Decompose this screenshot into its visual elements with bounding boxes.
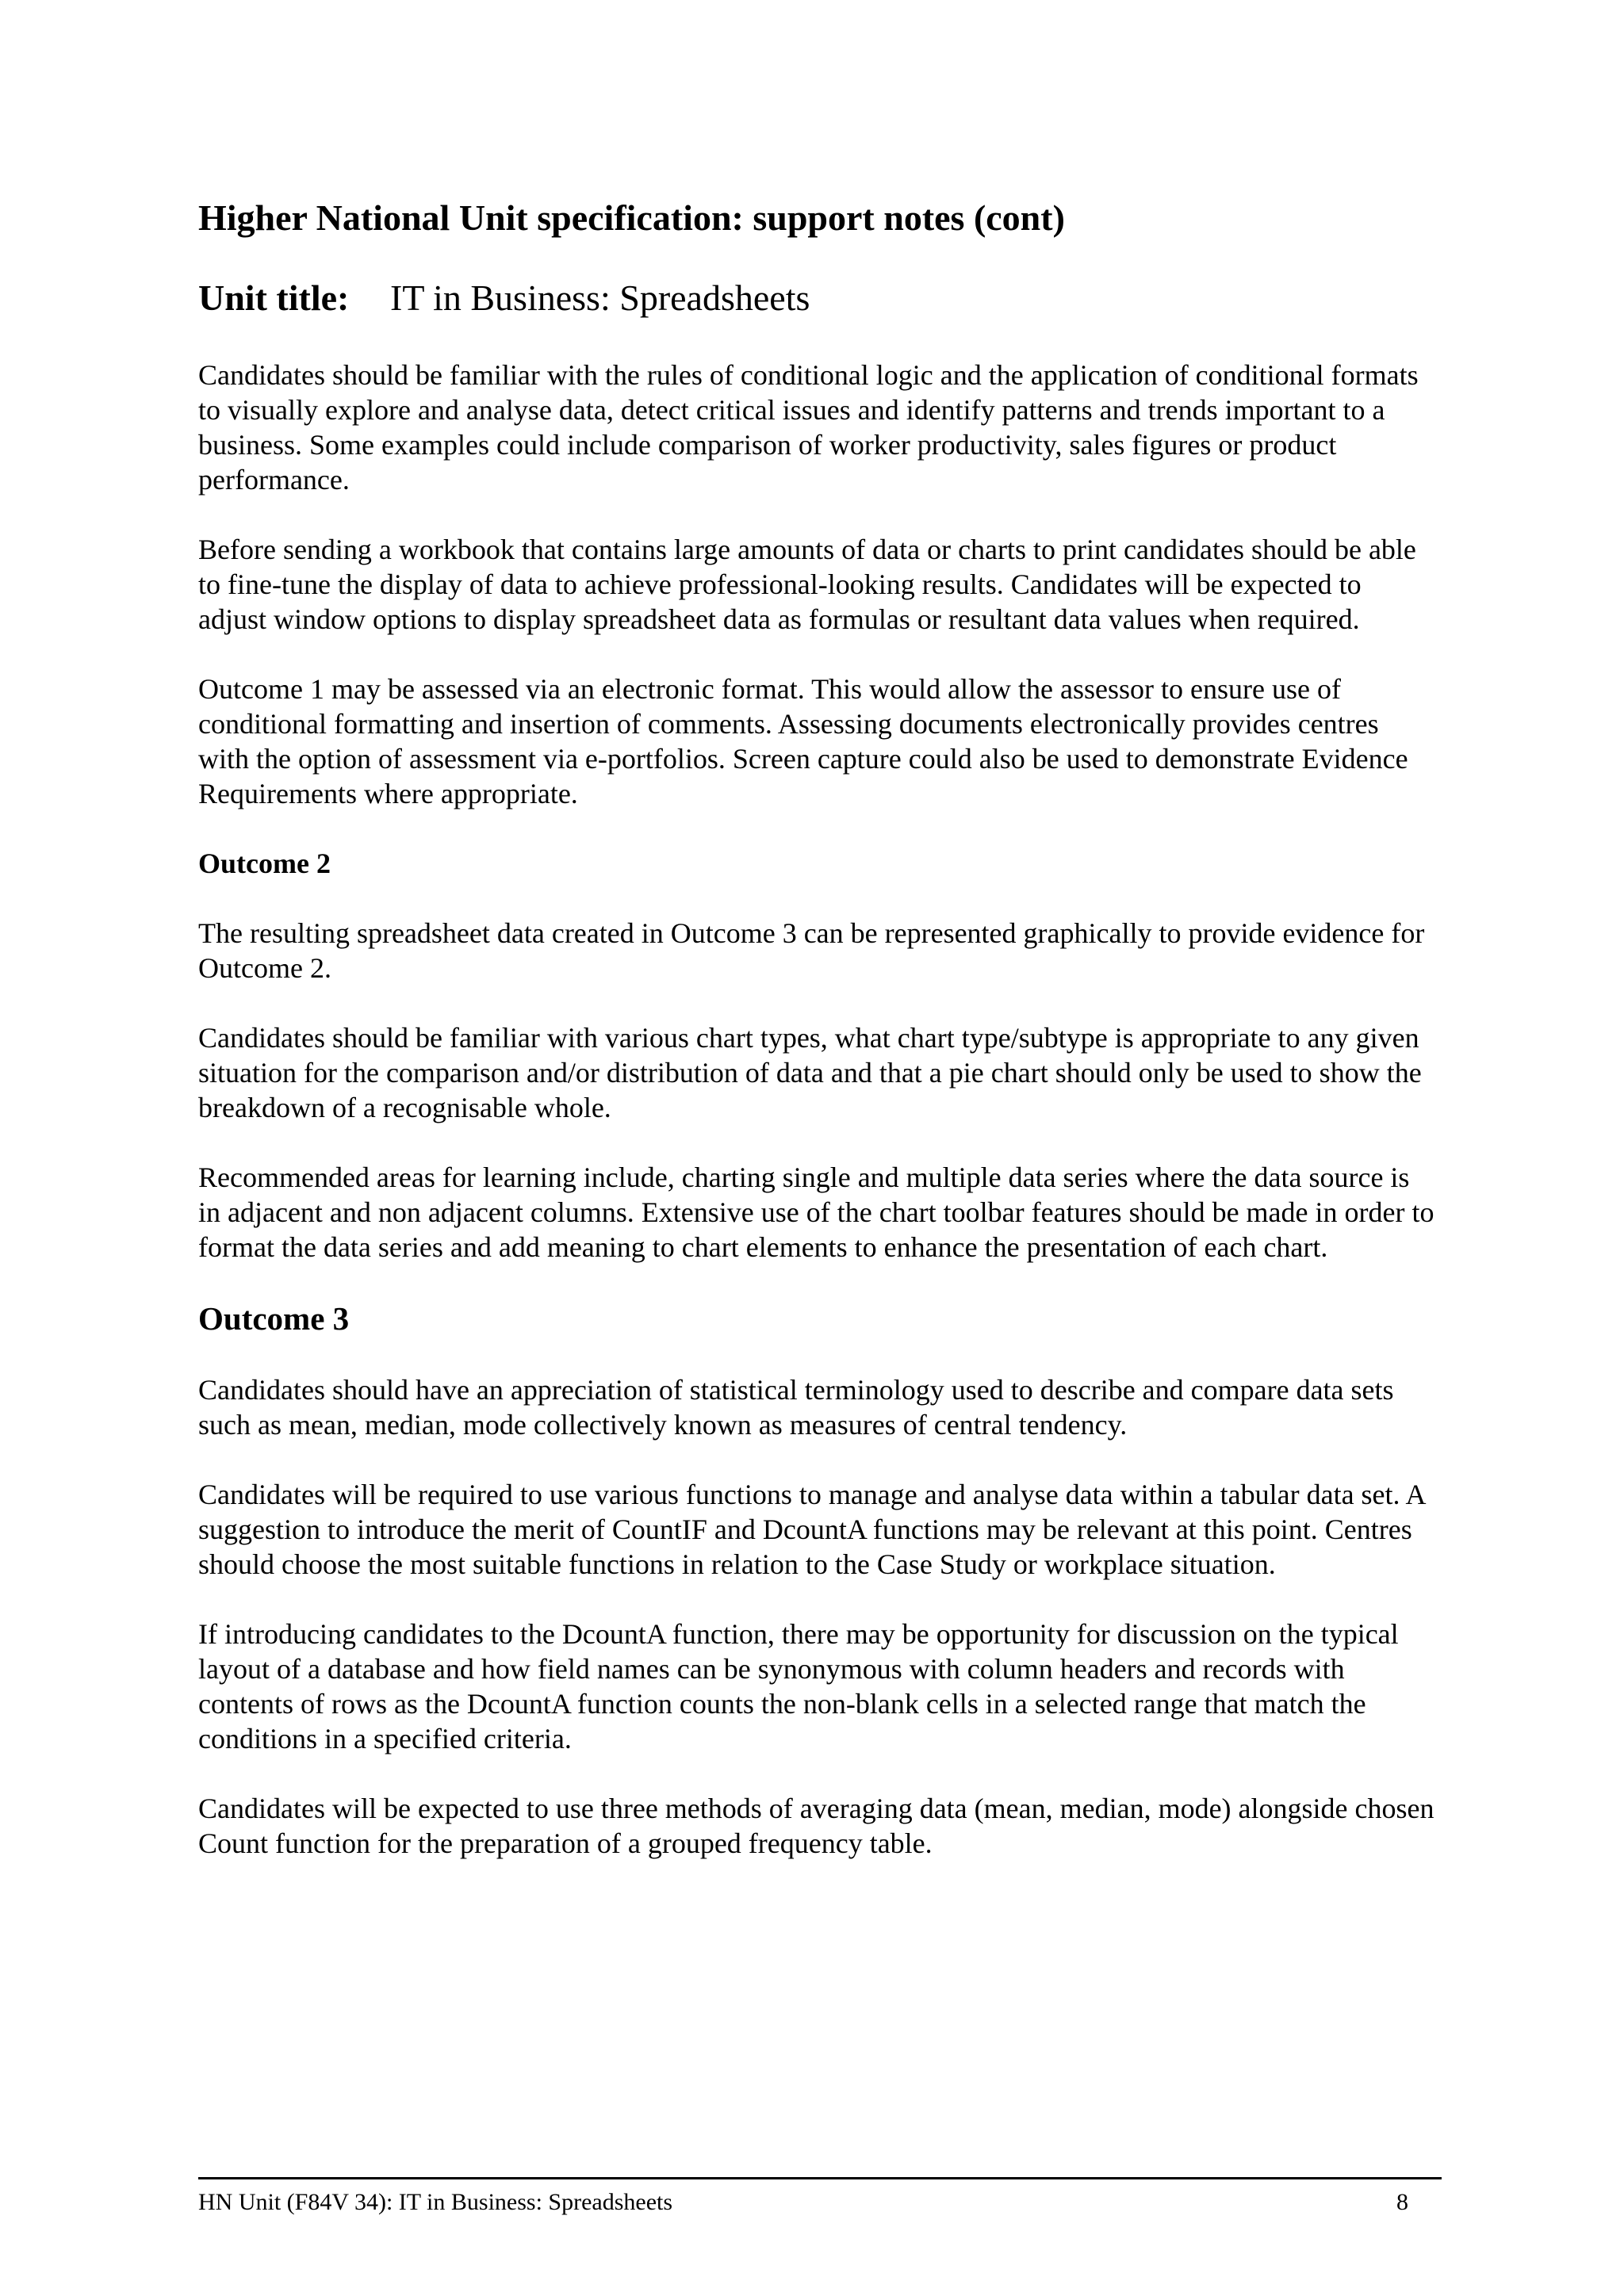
document-page	[198, 198, 1435, 1896]
paragraph-averaging: Candidates will be expected to use three methods of averaging data (mean, median, mode) alongside chosen Count function for the preparation of a grouped frequency table.	[198, 1793, 1434, 1860]
paragraph-statistical-terminology: Candidates should have an appreciation of statistical terminology used to describe and compare data sets such as mean, median, mode collectively known as measures of central tendency.	[198, 1374, 1394, 1441]
paragraph-functions: Candidates will be required to use various functions to manage and analyse data within a tabular data set. A suggestion to introduce the merit of CountIF and DcountA functions may be relevant at this point. Centres should choose the most suitable functions in relation to the Case Study or workplace situation.	[198, 1479, 1425, 1581]
paragraph-charting-learning: Recommended areas for learning include, charting single and multiple data series where the data source is in adjacent and non adjacent columns. Extensive use of the chart toolbar features should be made in order to format the data series and add meaning to chart elements to enhance the presentation of each chart.	[198, 1161, 1434, 1264]
page-title: Higher National Unit specification: support notes (cont)	[198, 197, 1065, 238]
unit-title-label: Unit title:	[198, 277, 350, 318]
page-footer	[198, 2177, 1442, 2216]
outcome3-heading: Outcome 3	[198, 1300, 350, 1337]
paragraph-outcome2-evidence: The resulting spreadsheet data created in Outcome 3 can be represented graphically to provide evidence for Outcome 2.	[198, 917, 1425, 985]
outcome2-heading: Outcome 2	[198, 848, 331, 880]
page-number: 8	[1396, 2189, 1408, 2215]
paragraph-chart-types: Candidates should be familiar with various chart types, what chart type/subtype is appropriate to any given situation for the comparison and/or distribution of data and that a pie chart should only be used to show the breakdown of a recognisable whole.	[198, 1022, 1422, 1124]
unit-title	[198, 278, 1435, 319]
paragraph-printing: Before sending a workbook that contains large amounts of data or charts to print candidates should be able to fine-tune the display of data to achieve professional-looking results. Candidates will be expected to adjust window options to display spreadsheet data as formulas or resultant data values when required.	[198, 534, 1416, 636]
paragraph-dcounta: If introducing candidates to the DcountA function, there may be opportunity for discussion on the typical layout of a database and how field names can be synonymous with column headers and records with contents of rows as the DcountA function counts the non-blank cells in a selected range that match the conditions in a specified criteria.	[198, 1618, 1399, 1755]
footer-unit-reference: HN Unit (F84V 34): IT in Business: Spreadsheets	[198, 2189, 673, 2215]
paragraph-outcome1-assessment: Outcome 1 may be assessed via an electronic format. This would allow the assessor to ensure use of conditional formatting and insertion of comments. Assessing documents electronically provides centres with the option of assessment via e-portfolios. Screen capture could also be used to demonstrate Evidence Requirements where appropriate.	[198, 673, 1408, 810]
unit-title-value: IT in Business: Spreadsheets	[390, 277, 810, 318]
paragraph-conditional-logic: Candidates should be familiar with the rules of conditional logic and the application of conditional formats to visually explore and analyse data, detect critical issues and identify patterns and trends important to a business. Some examples could include comparison of worker productivity, sales figures or product performance.	[198, 359, 1419, 496]
